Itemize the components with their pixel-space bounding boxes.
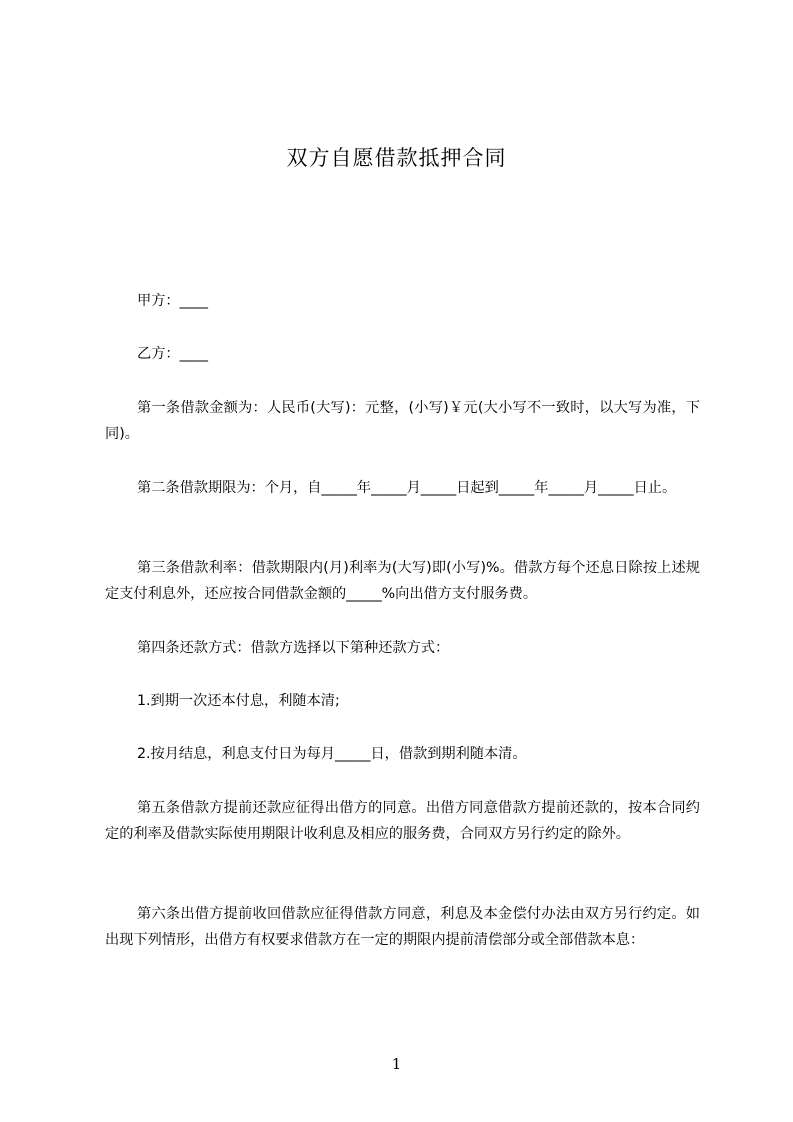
article-2: 第二条借款期限为：个月，自_____年_____月_____日起到_____年_____月_____日止。: [137, 480, 677, 496]
article-1: 第一条借款金额为：人民币(大写)：元整，(小写)￥元(大小写不一致时，以大写为准，下同)。: [105, 400, 700, 442]
repayment-option-1: 1.到期一次还本付息，利随本清;: [137, 693, 340, 709]
article-4: 第四条还款方式：借款方选择以下第种还款方式：: [137, 640, 450, 656]
party-a-line: 甲方：____: [137, 293, 208, 309]
article-3: 第三条借款利率：借款期限内(月)利率为(大写)即(小写)%。借款方每个还息日除按上述规定支付利息外，还应按合同借款金额的_____%向出借方支付服务费。: [105, 560, 700, 602]
page-title: 双方自愿借款抵押合同: [286, 146, 507, 170]
article-5: 第五条借款方提前还款应征得出借方的同意。出借方同意借款方提前还款的，按本合同约定的利率及借款实际使用期限计收利息及相应的服务费，合同双方另行约定的除外。: [105, 800, 700, 842]
article-6: 第六条出借方提前收回借款应征得借款方同意，利息及本金偿付办法由双方另行约定。如出现下列情形，出借方有权要求借款方在一定的期限内提前清偿部分或全部借款本息：: [105, 906, 700, 948]
party-b-line: 乙方：____: [137, 346, 208, 362]
repayment-option-2: 2.按月结息，利息支付日为每月_____日，借款到期利随本清。: [137, 746, 527, 762]
page-number: 1: [391, 1055, 402, 1073]
